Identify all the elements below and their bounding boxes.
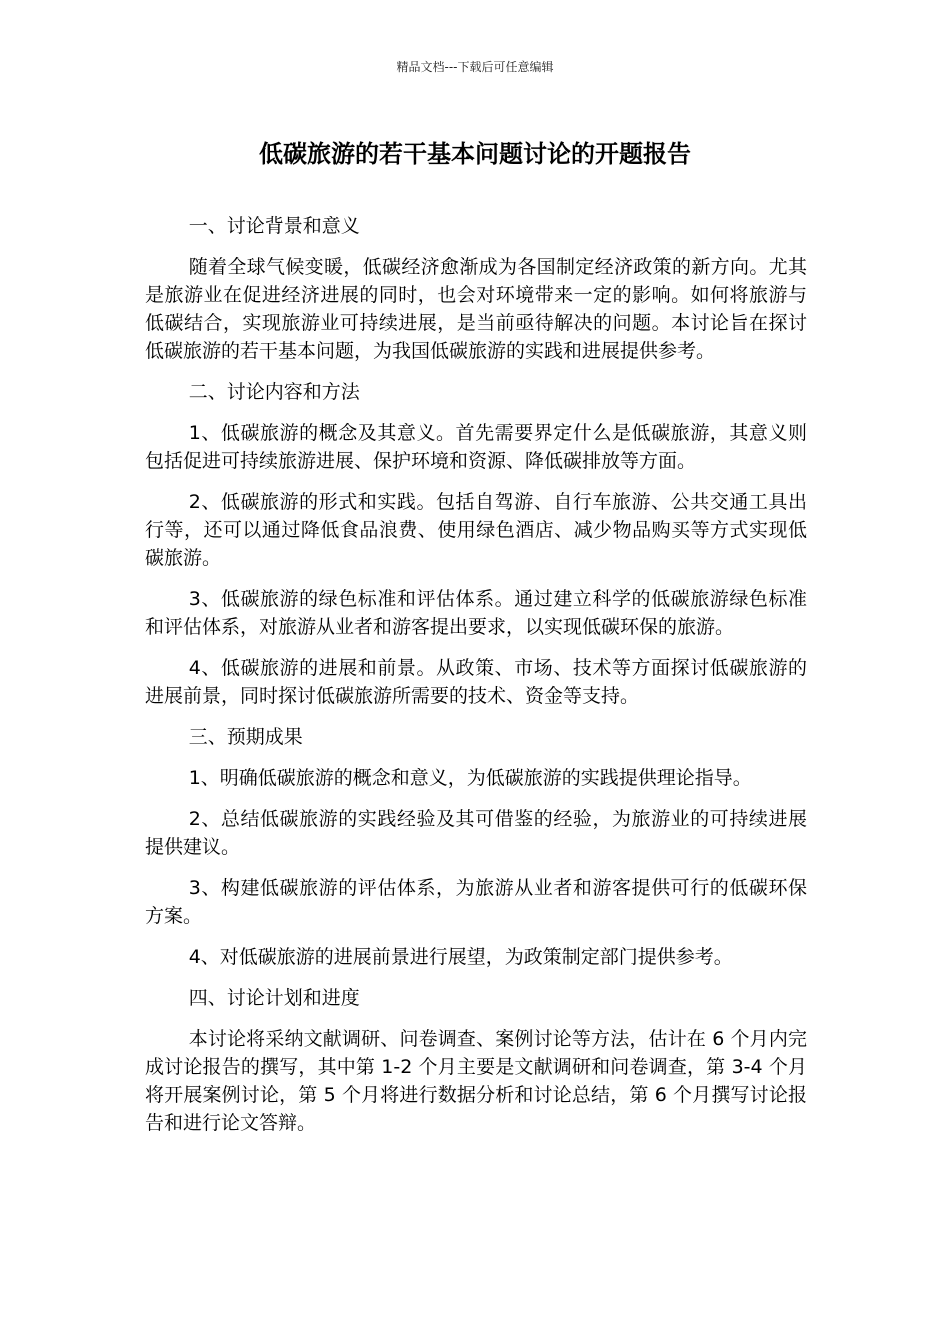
paragraph: 4、低碳旅游的进展和前景。从政策、市场、技术等方面探讨低碳旅游的进展前景，同时探讨低碳旅游所需要的技术、资金等支持。 [145,657,807,707]
section-plan-schedule [145,984,807,1137]
paragraph: 1、低碳旅游的概念及其意义。首先需要界定什么是低碳旅游，其意义则包括促进可持续旅游进展、保护环境和资源、降低碳排放等方面。 [145,422,807,472]
section-expected-results [145,723,807,971]
section-heading: 三、预期成果 [188,726,303,748]
paragraph: 随着全球气候变暖，低碳经济愈渐成为各国制定经济政策的新方向。尤其是旅游业在促进经济进展的同时，也会对环境带来一定的影响。如何将旅游与低碳结合，实现旅游业可持续进展，是当前亟待解决的问题。本讨论旨在探讨低碳旅游的若干基本问题，为我国低碳旅游的实践和进展提供参考。 [145,256,807,362]
section-heading: 一、讨论背景和意义 [188,215,360,237]
header-note: 精品文档---下载后可任意编辑 [396,60,554,74]
section-background [145,212,807,365]
document-title: 低碳旅游的若干基本问题讨论的开题报告 [259,140,691,168]
paragraph: 2、低碳旅游的形式和实践。包括自驾游、自行车旅游、公共交通工具出行等，还可以通过降低食品浪费、使用绿色酒店、减少物品购买等方式实现低碳旅游。 [145,491,807,569]
paragraph: 本讨论将采纳文献调研、问卷调查、案例讨论等方法，估计在 6 个月内完成讨论报告的撰写，其中第 1-2 个月主要是文献调研和问卷调查，第 3-4 个月将开展案例讨论，第 5 个月将进行数据分析和讨论总结，第 6 个月撰写讨论报告和进行论文答辩。 [145,1028,807,1134]
section-heading: 二、讨论内容和方法 [188,381,360,403]
paragraph: 2、总结低碳旅游的实践经验及其可借鉴的经验，为旅游业的可持续进展提供建议。 [145,808,807,858]
paragraph: 3、构建低碳旅游的评估体系，为旅游从业者和游客提供可行的低碳环保方案。 [145,877,807,927]
document-body [145,212,807,1150]
paragraph: 4、对低碳旅游的进展前景进行展望，为政策制定部门提供参考。 [188,946,733,968]
section-heading: 四、讨论计划和进度 [188,987,360,1009]
paragraph: 3、低碳旅游的绿色标准和评估体系。通过建立科学的低碳旅游绿色标准和评估体系，对旅游从业者和游客提出要求，以实现低碳环保的旅游。 [145,588,807,638]
paragraph: 1、明确低碳旅游的概念和意义，为低碳旅游的实践提供理论指导。 [188,767,752,789]
section-content-methods [145,378,807,710]
